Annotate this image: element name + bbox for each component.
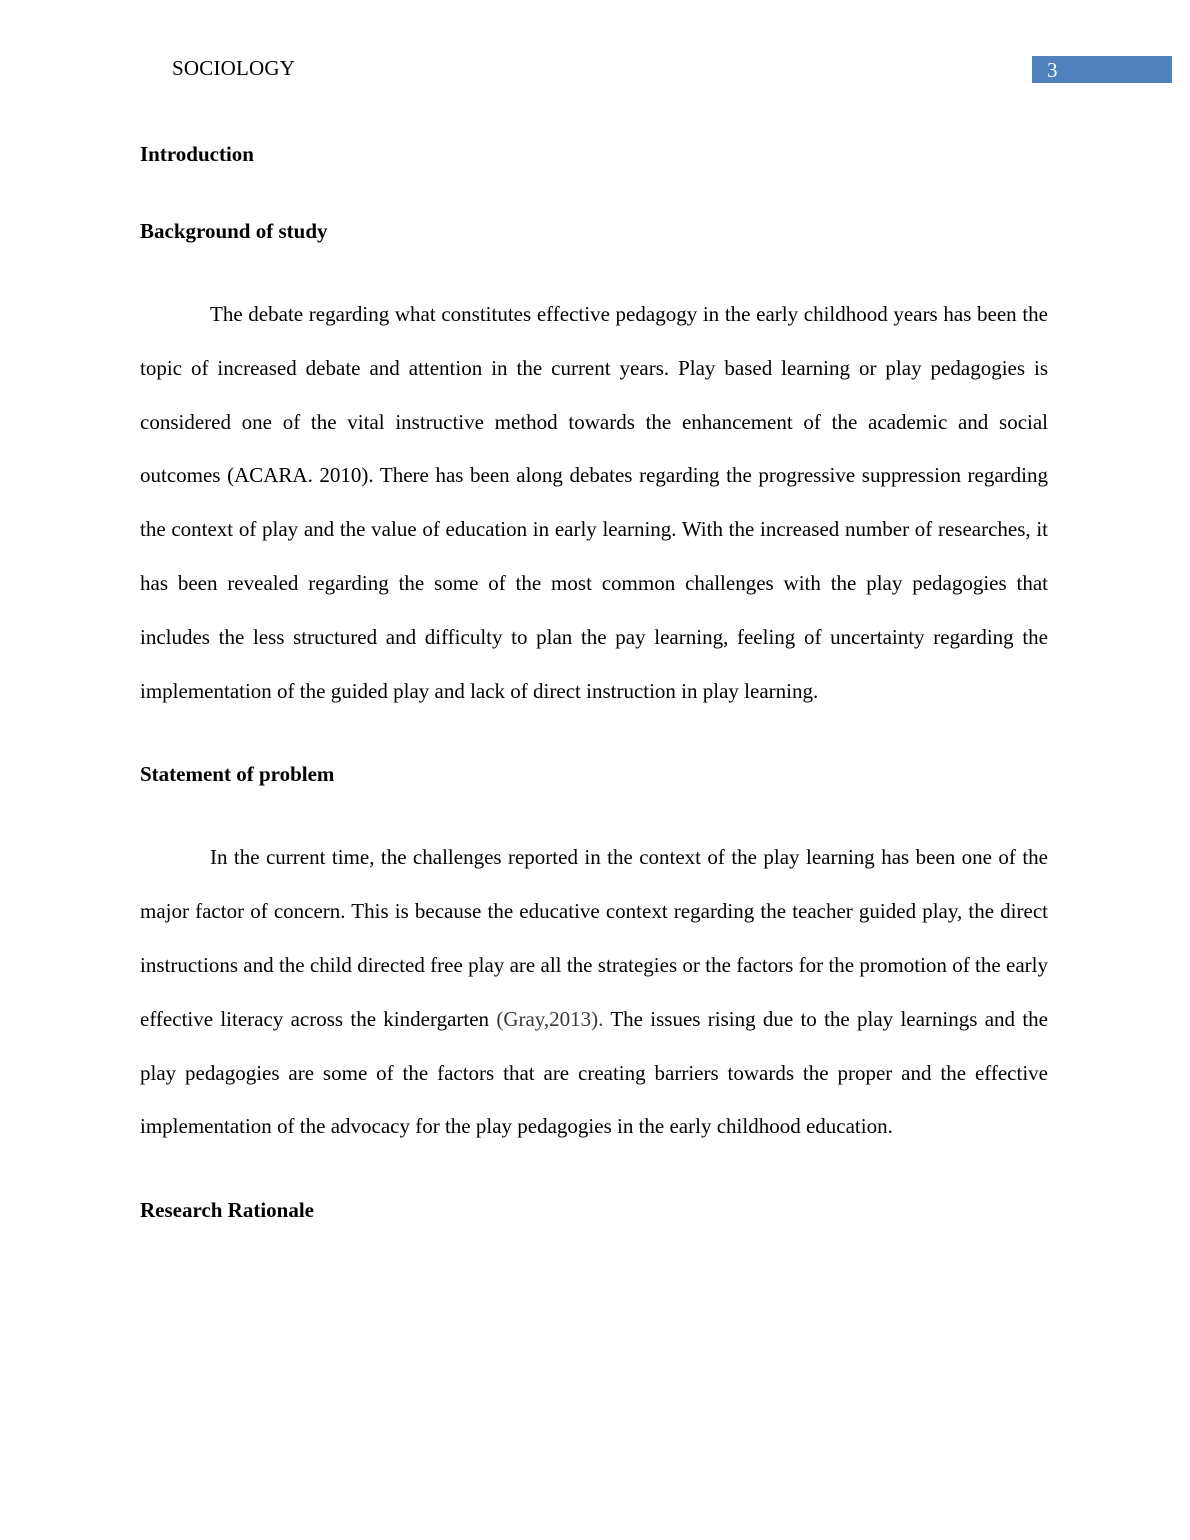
spacer xyxy=(140,794,1048,831)
paragraph-problem xyxy=(140,831,1048,1154)
spacer xyxy=(140,251,1048,288)
heading-statement-of-problem: Statement of problem xyxy=(140,762,335,787)
heading-introduction: Introduction xyxy=(140,142,254,166)
document-body xyxy=(140,134,1048,1230)
heading-research-rationale: Research Rationale xyxy=(140,1198,314,1223)
citation-gray-2013: (Gray,2013). xyxy=(496,1006,604,1031)
problem-text-part-2: The issues rising due to the play learnings and the play pedagogies are some of the factors that are creating barriers towards the proper and the effective implementation of the advocacy for the play pedagogies in the early childhood education. xyxy=(140,1006,1048,1139)
paragraph-background: The debate regarding what constitutes effective pedagogy in the early childhood years has been the topic of increased debate and attention in the current years. Play based learning or play pedagogies is considered one of the vital instructive method towards the enhancement of the academic and social outcomes (ACARA. 2010). There has been along debates regarding the progressive suppression regarding the context of play and the value of education in early learning. With the increased number of researches, it has been revealed regarding the some of the most common challenges with the play pedagogies that includes the less structured and difficulty to plan the pay learning, feeling of uncertainty regarding the implementation of the guided play and lack of direct instruction in play learning. xyxy=(140,302,1048,703)
page-header xyxy=(0,0,1190,100)
problem-text-part-1: In the current time, the challenges reported in the context of the play learning has been one of the major factor of concern. This is because the educative context regarding the teacher guided play, the direct instructions and the child directed free play are all the strategies or the factors for the promotion of the early effective literacy across the kindergarten xyxy=(140,845,1048,1031)
spacer xyxy=(140,718,1048,754)
page-number-box xyxy=(1032,56,1172,83)
spacer xyxy=(140,1154,1048,1190)
page-number: 3 xyxy=(1047,58,1058,82)
spacer xyxy=(140,174,1048,211)
running-head: SOCIOLOGY xyxy=(172,56,296,80)
heading-background-of-study: Background of study xyxy=(140,219,328,243)
